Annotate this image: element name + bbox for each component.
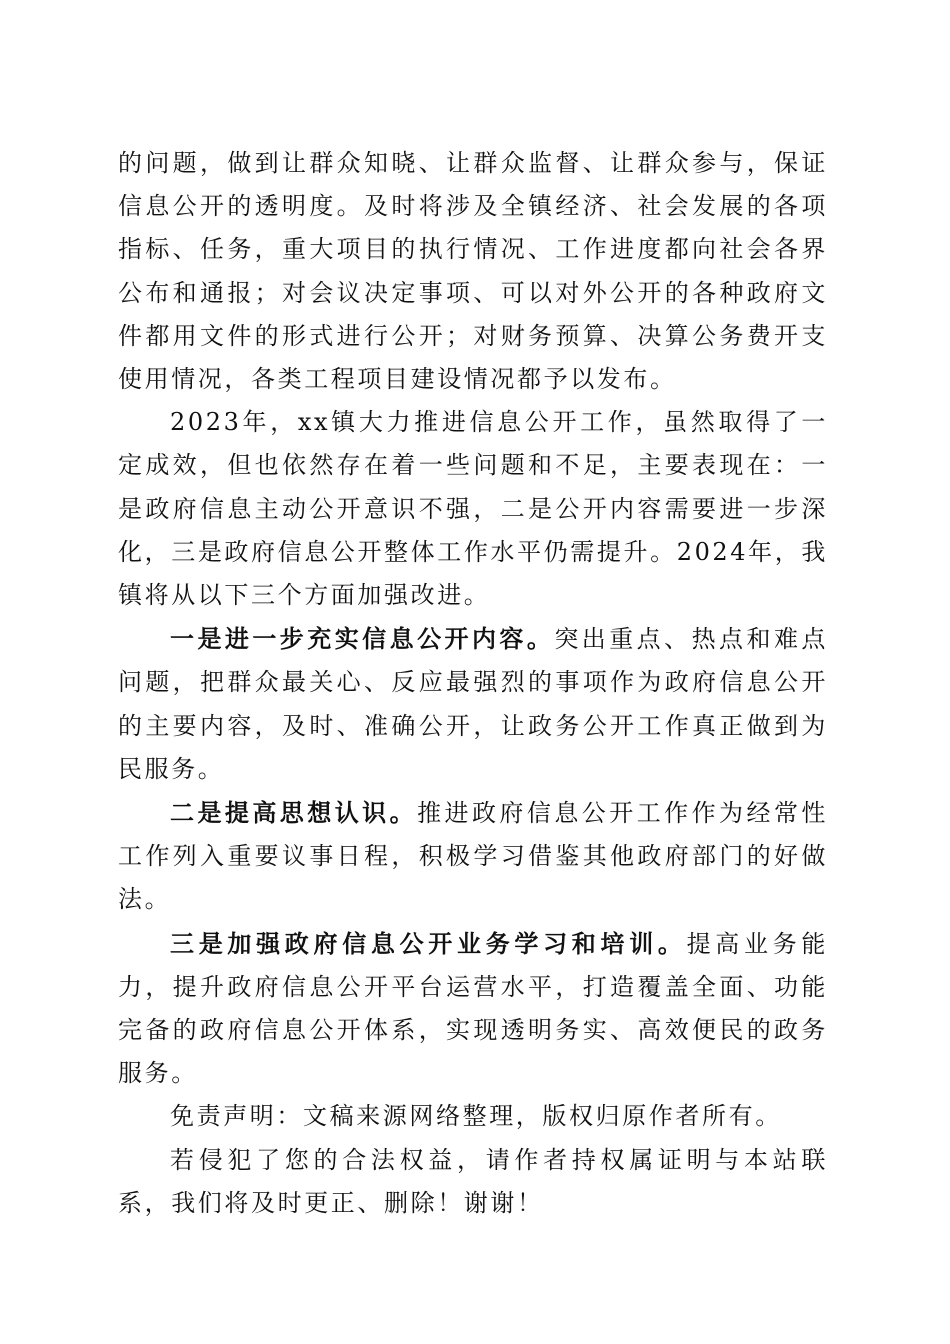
paragraph-continuation bbox=[118, 142, 828, 401]
paragraph-measure-one bbox=[118, 617, 828, 791]
paragraph-contact-notice bbox=[118, 1139, 828, 1225]
paragraph-text: 2023年，xx镇大力推进信息公开工作，虽然取得了一定成效，但也依然存在着一些问题和不足，主要表现在：一是政府信息主动公开意识不强，二是公开内容需要进一步深化，三是政府信息公开整体工作水平仍需提升。2024年，我镇将从以下三个方面加强改进。 bbox=[118, 408, 828, 610]
paragraph-measure-two bbox=[118, 791, 828, 922]
paragraph-text: 推进政府信息公开工作作为经常性工作列入重要议事日程，积极学习借鉴其他政府部门的好做法。 bbox=[118, 799, 829, 914]
paragraph-lead-bold: 一是进一步充实信息公开内容。 bbox=[170, 624, 555, 654]
paragraph-summary-2023 bbox=[118, 401, 828, 617]
paragraph-measure-three bbox=[118, 922, 828, 1096]
paragraph-text: 的问题，做到让群众知晓、让群众监督、让群众参与，保证信息公开的透明度。及时将涉及全镇经济、社会发展的各项指标、任务，重大项目的执行情况、工作进度都向社会各界公布和通报；对会议决定事项、可以对外公开的各种政府文件都用文件的形式进行公开；对财务预算、决算公务费开支使用情况，各类工程项目建设情况都予以发布。 bbox=[118, 149, 828, 394]
paragraph-text: 若侵犯了您的合法权益，请作者持权属证明与本站联系，我们将及时更正、删除！谢谢！ bbox=[118, 1145, 828, 1217]
document-body bbox=[118, 142, 828, 1225]
paragraph-text: 提高业务能力，提升政府信息公开平台运营水平，打造覆盖全面、功能完备的政府信息公开体系，实现透明务实、高效便民的政务服务。 bbox=[118, 929, 828, 1088]
paragraph-lead-bold: 三是加强政府信息公开业务学习和培训。 bbox=[170, 928, 687, 958]
paragraph-disclaimer bbox=[118, 1095, 828, 1138]
paragraph-lead-bold: 二是提高思想认识。 bbox=[170, 798, 418, 828]
paragraph-text: 突出重点、热点和难点问题，把群众最关心、反应最强烈的事项作为政府信息公开的主要内容，及时、准确公开，让政务公开工作真正做到为民服务。 bbox=[118, 625, 828, 783]
paragraph-text: 免责声明：文稿来源网络整理，版权归原作者所有。 bbox=[170, 1102, 782, 1131]
